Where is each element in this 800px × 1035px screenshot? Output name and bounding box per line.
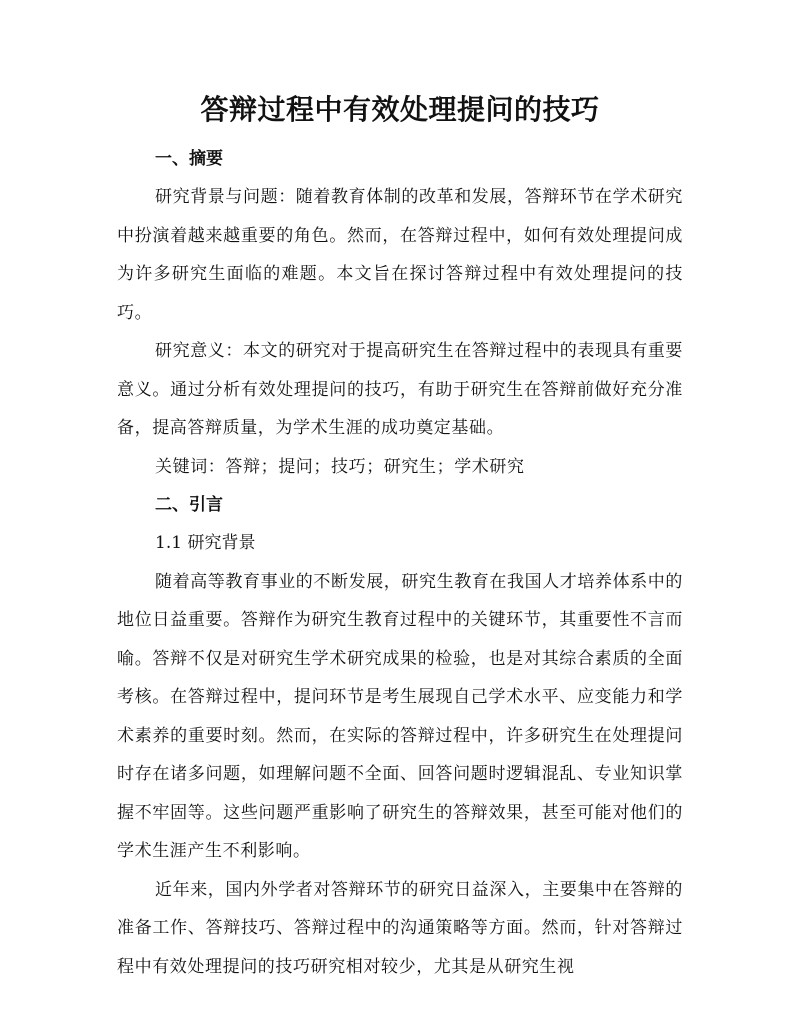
introduction-paragraph-1: 随着高等教育事业的不断发展，研究生教育在我国人才培养体系中的地位日益重要。答辩作为研究生教育过程中的关键环节，其重要性不言而喻。答辩不仅是对研究生学术研究成果的检验，也是对其综合素质的全面考核。在答辩过程中，提问环节是考生展现自己学术水平、应变能力和学术素养的重要时刻。然而，在实际的答辩过程中，许多研究生在处理提问时存在诸多问题，如理解问题不全面、回答问题时逻辑混乱、专业知识掌握不牢固等。这些问题严重影响了研究生的答辩效果，甚至可能对他们的学术生涯产生不利影响。 bbox=[117, 571, 683, 861]
abstract-paragraph-background: 研究背景与问题：随着教育体制的改革和发展，答辩环节在学术研究中扮演着越来越重要的角色。然而，在答辩过程中，如何有效处理提问成为许多研究生面临的难题。本文旨在探讨答辩过程中有效处理提问的技巧。 bbox=[117, 187, 683, 323]
document-page bbox=[117, 88, 683, 986]
abstract-heading: 一、摘要 bbox=[155, 149, 223, 169]
keywords-line: 关键词：答辩；提问；技巧；研究生；学术研究 bbox=[155, 456, 525, 477]
document-title: 答辩过程中有效处理提问的技巧 bbox=[200, 93, 600, 126]
abstract-paragraph-significance: 研究意义：本文的研究对于提高研究生在答辩过程中的表现具有重要意义。通过分析有效处理提问的技巧，有助于研究生在答辩前做好充分准备，提高答辩质量，为学术生涯的成功奠定基础。 bbox=[117, 341, 683, 438]
introduction-heading: 二、引言 bbox=[155, 495, 223, 515]
introduction-paragraph-2: 近年来，国内外学者对答辩环节的研究日益深入，主要集中在答辩的准备工作、答辩技巧、答辩过程中的沟通策略等方面。然而，针对答辩过程中有效处理提问的技巧研究相对较少，尤其是从研究生视 bbox=[117, 879, 683, 977]
subsection-research-background: 1.1 研究背景 bbox=[155, 533, 256, 553]
